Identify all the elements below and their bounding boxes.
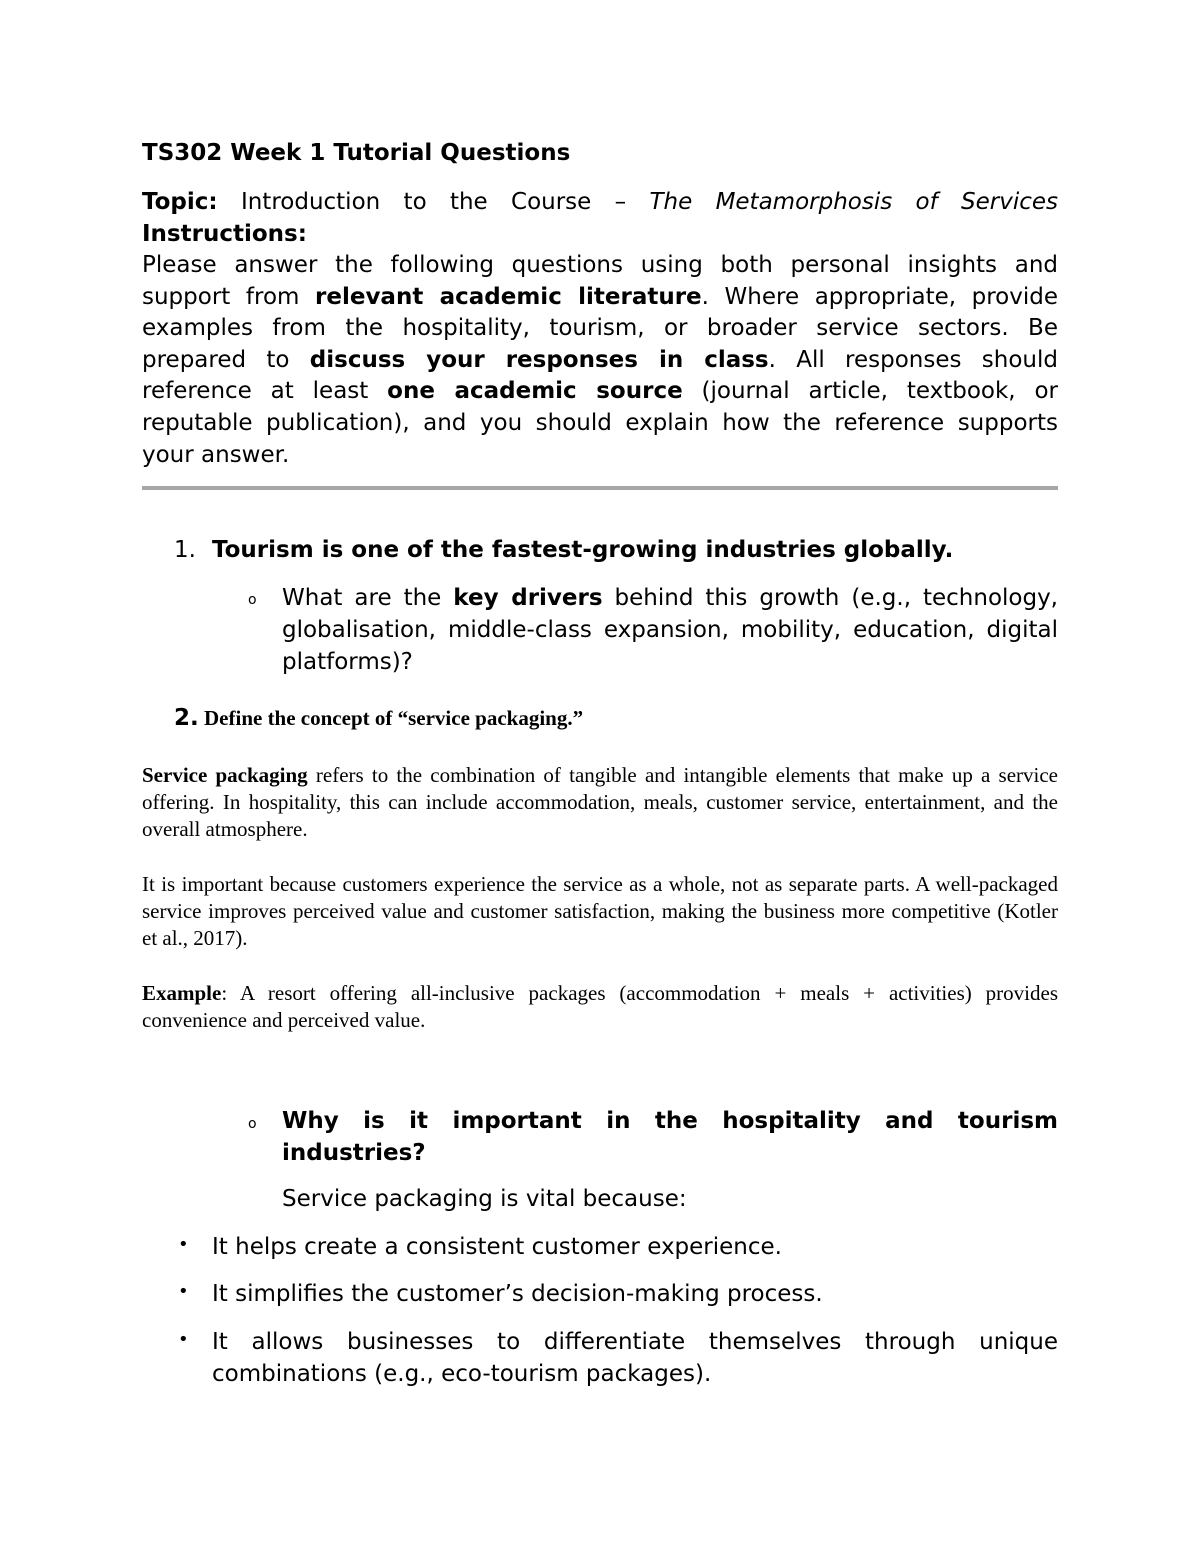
question-2 [174,705,583,731]
question-1-sub-bold: key drivers [453,585,603,611]
instructions-text-1: Please answer the following questions using both personal insights and support from [142,252,1058,310]
bullet-icon: • [178,1281,189,1302]
question-2-sub: Why is it important in the hospitality and tourism industries? [282,1108,1058,1166]
answer-paragraph-2: It is important because customers experience the service as a whole, not as separate parts. A well-packaged service improves perceived value and customer satisfaction, making the business more competitive (Kotler et al., 2017). [142,872,1058,950]
document-title: TS302 Week 1 Tutorial Questions [142,140,571,166]
horizontal-divider [142,486,1058,490]
question-1-sub-text-2: behind this growth (e.g., technology, globalisation, middle-class expansion, mobility, education, digital platforms)? [282,585,1058,675]
list-item: It simplifies the customer’s decision-making process. [212,1281,823,1307]
question-2-text: Define the concept of “service packaging.” [198,706,584,730]
question-1-sub-text-1: What are the [282,585,454,611]
instructions-paragraph [142,250,1058,471]
question-1-number: 1. [174,537,196,563]
list-item: It allows businesses to differentiate themselves through unique combinations (e.g., eco-tourism packages). [212,1329,1058,1387]
instructions-bold-2: discuss your responses in class [309,346,769,373]
question-1-text: Tourism is one of the fastest-growing industries globally. [212,537,954,563]
answer-paragraph-1 [142,762,1058,843]
topic-label: Topic: [142,189,218,215]
bullet-icon: • [178,1234,189,1255]
question-1 [174,534,953,566]
answer-text-1: refers to the combination of tangible and intangible elements that make up a service offering. In hospitality, this can include accommodation, meals, customer service, entertainment, and the overall atmosphere. [142,763,1058,841]
instructions-label: Instructions: [142,221,307,247]
question-1-sub [282,582,1058,678]
example-label: Example [142,981,222,1005]
topic-text: Introduction to the Course – [217,189,650,215]
instructions-bold-1: relevant academic literature [315,283,702,310]
instructions-text-3: . All responses should reference at least [142,346,1058,405]
sub-bullet-icon: o [248,592,257,608]
lead-in-text: Service packaging is vital because: [282,1186,687,1212]
answer-paragraph-3 [142,980,1058,1034]
list-item: It helps create a consistent customer experience. [212,1234,782,1260]
question-2-number: 2. [174,705,199,731]
topic-italic: The Metamorphosis of Services [649,189,1059,215]
topic-line [142,186,1058,218]
sub-bullet-icon: o [248,1116,257,1132]
instructions-text-2: . Where appropriate, provide examples from the hospitality, tourism, or broader service sectors. Be prepared to [142,283,1059,373]
instructions-text-4: (journal article, textbook, or reputable publication), and you should explain how the reference supports your answer. [142,378,1058,468]
answer-bold-term: Service packaging [142,763,308,787]
instructions-bold-3: one academic source [387,378,683,405]
example-text: : A resort offering all-inclusive packages (accommodation + meals + activities) provides convenience and perceived value. [142,981,1058,1032]
bullet-icon: • [178,1329,189,1350]
